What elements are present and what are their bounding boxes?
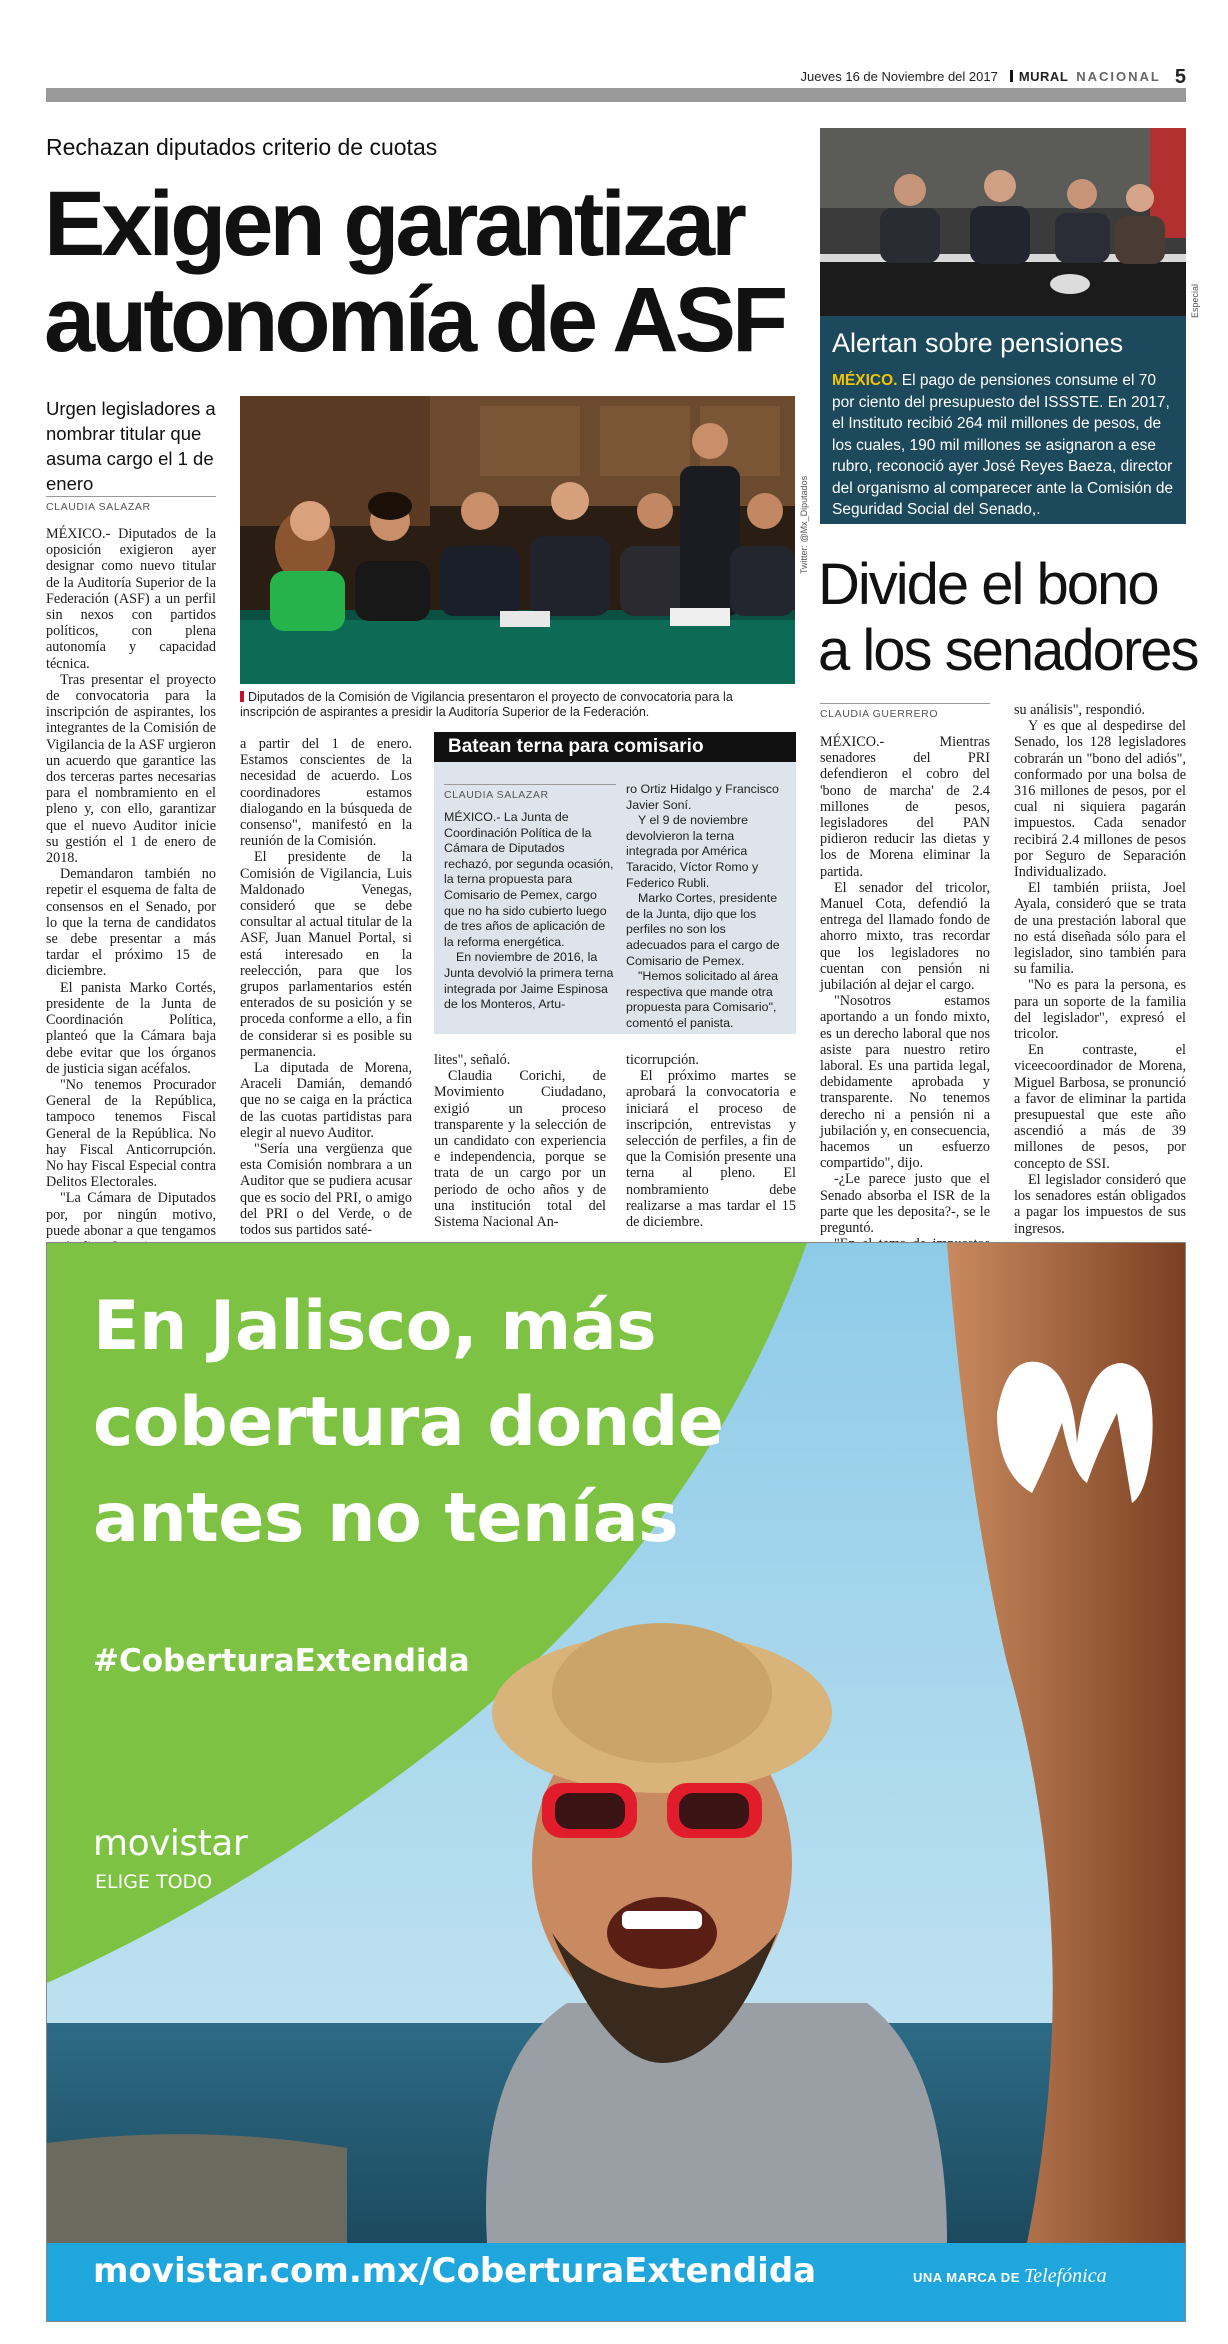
lead-headline-line-1: Exigen garantizar (44, 173, 743, 275)
paragraph: lites", señaló. (434, 1052, 511, 1068)
paragraph: Demandaron también no repetir el esquema de falta de consensos en el Senado, por lo que la terna de candidatos se debe presentar a más tardar el próximo 15 de diciembre. (46, 866, 216, 980)
sidebar-box (434, 732, 796, 1034)
ad-brand-name: movistar (93, 1823, 248, 1864)
second-headline (818, 552, 1198, 684)
paragraph: La diputada de Morena, Araceli Damián, demandó que no se caiga en la práctica de las cuotas partidistas para elegir al nuevo Auditor. (240, 1060, 412, 1141)
paragraph: a partir del 1 de enero. Estamos conscientes de la necesidad de acuerdo. Los coordinadores estamos dialogando en la búsqueda de consenso", manifestó en la reunión de la Comisión. (240, 736, 412, 850)
paragraph: "No es para la persona, es para un soporte de la familia del legislador", expresó el tricolor. (1014, 977, 1186, 1043)
pension-photo-image (820, 128, 1186, 316)
paragraph: -¿Le parece justo que el Senado absorba el ISR de la parte que les deposita?-, se le preguntó. (820, 1171, 990, 1237)
ad-owner-prefix: UNA MARCA DE (913, 2270, 1020, 2285)
lead-headline (44, 173, 814, 371)
sidebar-column-2 (626, 782, 788, 1032)
lead-deck: Urgen legisladores a nombrar titular que asuma cargo el 1 de enero (46, 398, 216, 494)
second-headline-line-2: a los senadores (818, 618, 1198, 683)
paragraph: El legislador consideró que los senadores están obligados a pagar los impuestos de sus ingresos. (1014, 1171, 1186, 1237)
second-column-2 (1014, 702, 1186, 1237)
lead-column-3 (434, 1052, 606, 1230)
ad-headline (93, 1279, 853, 1567)
ad-hashtag[interactable]: #CoberturaExtendida (93, 1643, 470, 1679)
paragraph: MÉXICO.- Mientras senadores del PRI defendieron el cobro del 'bono de marcha' de 2.4 millones de pesos, legisladores del PAN pidieron reducir las dietas y los de Morena eliminar la partida. (820, 734, 990, 880)
ad-brand-slogan: ELIGE TODO (95, 1871, 213, 1893)
paragraph: "Sería una vergüenza que esta Comisión nombrara a un Auditor que se pudiera acusar que es socio del PRI, o amigo del PRI o del Verde, o de todos sus partidos saté- (240, 1141, 412, 1239)
paragraph: "La Cámara de Diputados por, por ningún motivo, puede abonar a que tengamos (46, 1190, 216, 1239)
second-headline-line-1: Divide el bono (818, 552, 1158, 617)
lead-kicker: Rechazan diputados criterio de cuotas (46, 134, 438, 160)
sidebar-byline: CLAUDIA SALAZAR (444, 784, 616, 801)
paragraph: MÉXICO.- Diputados de la oposición exigieron ayer designar como nuevo titular de la Auditoría Superior de la Federación (ASF) a un perfil sin nexos con partidos políticos, con plena autonomía y capacidad técnica. (46, 526, 216, 672)
paragraph: su análisis", respondió. (1014, 702, 1146, 718)
pension-photo (820, 128, 1186, 316)
paragraph: Claudia Corichi, de Movimiento Ciudadano, exigió un proceso transparente y la selección de un candidato con experiencia e independencia, porque se trata de un cargo por un periodo de ocho años y de una institución total del Sistema Nacional An- (434, 1068, 606, 1231)
second-byline: CLAUDIA GUERRERO (820, 703, 990, 720)
ad-url-link[interactable]: movistar.com.mx/CoberturaExtendida (93, 2251, 817, 2291)
paragraph: Y es que al despedirse del Senado, los 128 legisladores cobrarán un "bono del adiós", conformado por una bolsa de 316 millones de pesos, por el cual ni siquiera pagarán impuestos. Cada senador recibirá 2.4 millones de pesos por Seguro de Separación Individualizado. (1014, 718, 1186, 881)
paragraph: "No tenemos Procurador General de la República, tampoco tenemos Fiscal General de la República. No hay Fiscal Anticorrupción. No hay Fiscal Especial contra Delitos Electorales. (46, 1076, 216, 1191)
paragraph: Y el 9 de noviembre devolvieron la terna integrada por América Taracido, Víctor Romo y Federico Rubli. (626, 813, 759, 890)
page-number: 5 (1174, 66, 1186, 88)
folio-separator (1010, 70, 1013, 82)
paragraph: "Nosotros estamos aportando a un fondo mixto, es un derecho laboral que nos asiste para nuestro retiro laboral. Es una partida legal, debidamente aprobada y transparente. No tenemos derecho ni a pensión ni a jubilación y, en consecuencia, hacemos un esfuerzo compartido", dijo. (820, 993, 990, 1172)
newspaper-name: MURAL (1018, 69, 1069, 84)
paragraph: Tras presentar el proyecto de convocatoria para la inscripción de aspirantes, los integrantes de la Comisión de Vigilancia de la ASF urgieron un acuerdo que garantice las dos terceras partes necesarias para el nombramiento en el pleno y, con ello, garantizar que el nuevo Auditor inicie su gestión el 1 de enero de 2018. (46, 671, 216, 867)
ad-headline-line-3: antes no tenías (93, 1479, 679, 1558)
page-folio (46, 66, 1186, 88)
paragraph: MÉXICO.- La Junta de Coordinación Política de la Cámara de Diputados rechazó, por segunda ocasión, la terna propuesta para Comisario de Pemex, cargo que no ha sido cubierto luego de tres años de aplicación de la reforma energética. (444, 810, 614, 949)
ad-owner-mark (913, 2265, 1107, 2288)
paragraph: En noviembre de 2016, la Junta devolvió la primera terna integrada por Jaime Espinosa de los Monteros, Artu- (444, 950, 614, 1012)
paragraph: Marko Cortes, presidente de la Junta, dijo que los perfiles no son los adecuados para el cargo de Comisario de Pemex. (626, 891, 780, 968)
section-name: NACIONAL (1076, 69, 1161, 84)
paragraph: El panista Marko Cortés, presidente de la Junta de Coordinación Política, planteó que la Cámara baja debe evitar que los órganos de justicia sigan acéfalos. (46, 979, 216, 1077)
lead-photo-credit: Twitter: @Mx_Diputados (799, 475, 809, 574)
lead-photo-image (240, 396, 795, 684)
ad-headline-line-1: En Jalisco, más (93, 1287, 657, 1366)
second-column-1 (820, 734, 990, 1269)
lead-headline-line-2: autonomía de ASF (44, 269, 785, 371)
advertisement[interactable] (46, 1242, 1186, 2322)
paragraph: El próximo martes se aprobará la convocatoria e iniciará el proceso de inscripción, entrevistas y selección de perfiles, a fin de que la Comisión presente una terna al pleno. El nombramiento debe realizarse a mas tardar el 15 de diciembre. (626, 1068, 796, 1231)
lead-column-1 (46, 526, 216, 1255)
paragraph: El senador del tricolor, Manuel Cota, defendió la entrega del llamado fondo de ahorro mixto, tras recordar que los legisladores no cuentan con pensión ni jubilación al dejar el cargo. (820, 879, 990, 994)
telefonica-logo: Telefónica (1024, 2265, 1107, 2287)
caption-marker (240, 691, 244, 702)
paragraph: El presidente de la Comisión de Vigilancia, Luis Maldonado Venegas, consideró que se debe consultar al actual titular de la ASF, Juan Manuel Portal, si está interesado en la reelección, para que los grupos parlamentarios estén enterados de su posición y se proceda conforme a ello, a fin de considerar si es posible su permanencia. (240, 849, 412, 1060)
pension-text (832, 370, 1178, 521)
sidebar-column-1 (444, 810, 614, 1013)
pension-dateline: MÉXICO. (832, 372, 898, 389)
header-rule (46, 88, 1186, 102)
paragraph: ticorrupción. (626, 1052, 699, 1068)
pension-title: Alertan sobre pensiones (832, 328, 1124, 358)
lead-photo-caption (240, 690, 795, 720)
paragraph: El también priista, Joel Ayala, consideró que se trata de una prestación laboral que no está diseñada sólo para el legislador, sino también para su familia. (1014, 880, 1186, 978)
pension-box (820, 316, 1186, 524)
issue-date: Jueves 16 de Noviembre del 2017 (800, 69, 998, 84)
sidebar-title: Batean terna para comisario (434, 732, 796, 762)
pension-body: El pago de pensiones consume el 70 por ciento del presupuesto del ISSSTE. En 2017, el Instituto recibió 264 mil millones de pesos, de los cuales, 190 mil millones se asignaron a ese rubro, reconoció ayer José Reyes Baeza, director del organismo al comparecer ante la Comisión de Seguridad Social del Senado,. (832, 372, 1174, 518)
paragraph: En contraste, el viceecoordinador de Morena, Miguel Barbosa, se pronunció a favor de eliminar la partida presupuestal que este año ascendió a más de 39 millones de pesos, por concepto de SSI. (1014, 1042, 1186, 1172)
paragraph: "Hemos solicitado al área respectiva que mande otra propuesta para Comisario", comentó el panista. (626, 969, 779, 1030)
lead-column-4 (626, 1052, 796, 1230)
caption-text: Diputados de la Comisión de Vigilancia presentaron el proyecto de convocatoria para la inscripción de aspirantes a presidir la Auditoría Superior de la Federación. (240, 690, 733, 719)
paragraph: ro Ortiz Hidalgo y Francisco Javier Soní. (626, 782, 779, 812)
ad-headline-line-2: cobertura donde (93, 1383, 724, 1462)
lead-byline: CLAUDIA SALAZAR (46, 496, 216, 513)
lead-photo (240, 396, 795, 684)
lead-column-2 (240, 736, 412, 1238)
pension-photo-credit: Especial (1190, 283, 1200, 318)
